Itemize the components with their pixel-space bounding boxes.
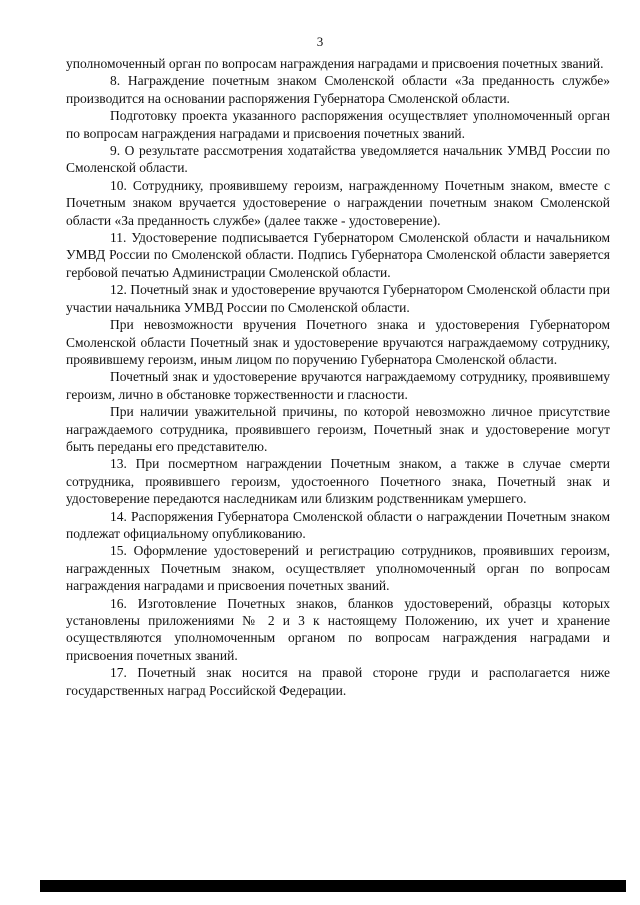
document-body: [66, 55, 610, 699]
paragraph-item-17: 17. Почетный знак носится на правой стороне груди и располагается ниже государственных наград Российской Федерации.: [66, 665, 610, 698]
paragraph-item-12: 12. Почетный знак и удостоверение вручаются Губернатором Смоленской области при участии начальника УМВД России по Смоленской области.: [66, 282, 610, 315]
paragraph-item-14: 14. Распоряжения Губернатора Смоленской области о награждении Почетным знаком подлежат официальному опубликованию.: [66, 508, 610, 541]
paragraph-item-12-ceremony: Почетный знак и удостоверение вручаются награждаемому сотруднику, проявившему героизм, лично в обстановке торжественности и гласности.: [66, 369, 610, 402]
scan-edge-bar: [40, 880, 626, 892]
paragraph-item-9: 9. О результате рассмотрения ходатайства уведомляется начальник УМВД России по Смоленской области.: [66, 143, 610, 176]
paragraph-item-11: 11. Удостоверение подписывается Губернатором Смоленской области и начальником УМВД России по Смоленской области. Подпись Губернатора Смоленской области заверяется гербовой печатью Администрации Смоленской области.: [66, 230, 610, 280]
paragraph-item-12-alternate: При невозможности вручения Почетного знака и удостоверения Губернатором Смоленской области Почетный знак и удостоверение вручаются награждаемому сотруднику, проявившему героизм, иным лицом по поручению Губернатора Смоленской области.: [66, 317, 610, 367]
paragraph-continuation: уполномоченный орган по вопросам награждения наградами и присвоения почетных званий.: [66, 56, 604, 71]
paragraph-item-12-representative: При наличии уважительной причины, по которой невозможно личное присутствие награждаемого сотрудника, проявившего героизм, Почетный знак и удостоверение могут быть переданы его представителю.: [66, 404, 610, 454]
paragraph-item-15: 15. Оформление удостоверений и регистрацию сотрудников, проявивших героизм, награжденных Почетным знаком, осуществляет уполномоченный орган по вопросам награждения наградами и присвоения почетных званий.: [66, 543, 610, 594]
paragraph-item-8-draft: Подготовку проекта указанного распоряжения осуществляет уполномоченный орган по вопросам награждения наградами и присвоения почетных званий.: [66, 108, 610, 141]
page-number: 3: [316, 34, 324, 49]
paragraph-item-13: 13. При посмертном награждении Почетным знаком, а также в случае смерти сотрудника, проявившего героизм, удостоенного Почетного знака, Почетный знак и удостоверение передаются наследникам или близким родственникам умершего.: [66, 456, 610, 507]
paragraph-item-16: 16. Изготовление Почетных знаков, бланков удостоверений, образцы которых установлены приложениями № 2 и 3 к настоящему Положению, их учет и хранение осуществляются уполномоченным органом по вопросам награждения наградами и присвоения почетных званий.: [66, 595, 610, 663]
paragraph-item-10: 10. Сотруднику, проявившему героизм, награжденному Почетным знаком, вместе с Почетным знаком вручается удостоверение о награждении почетным знаком Смоленской области «За преданность службе» (далее также - удостоверение).: [66, 177, 610, 228]
paragraph-item-8: 8. Награждение почетным знаком Смоленской области «За преданность службе» производится на основании распоряжения Губернатора Смоленской области.: [66, 73, 610, 106]
